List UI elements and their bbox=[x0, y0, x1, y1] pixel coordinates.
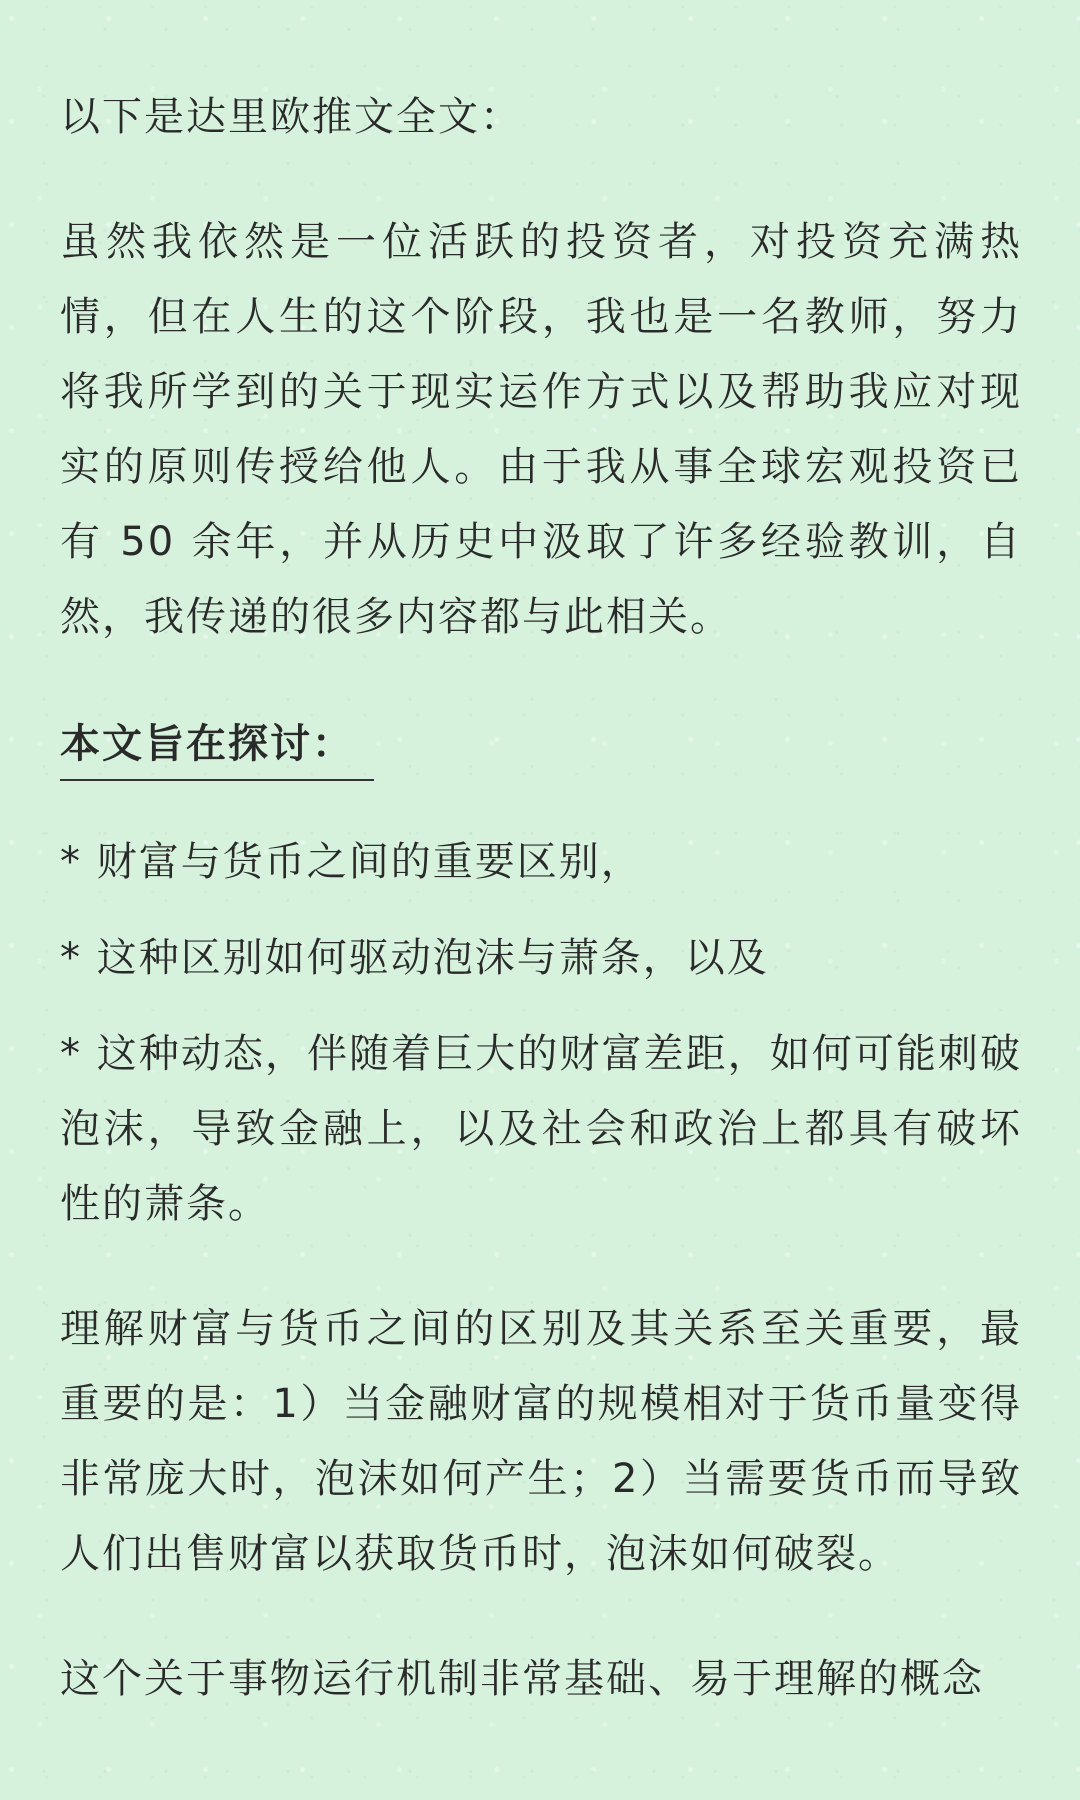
section-heading: 本文旨在探讨： bbox=[60, 709, 374, 781]
topic-list bbox=[60, 825, 1022, 1242]
paragraph-concept: 这个关于事物运行机制非常基础、易于理解的概念 bbox=[60, 1656, 984, 1702]
list-item: * 这种区别如何驱动泡沫与萧条，以及 bbox=[60, 935, 769, 981]
paragraph-intro-teacher: 虽然我依然是一位活跃的投资者，对投资充满热情，但在人生的这个阶段，我也是一名教师，努力将我所学到的关于现实运作方式以及帮助我应对现实的原则传授给他人。由于我从事全球宏观投资已有 50 余年，并从历史中汲取了许多经验教训，自然，我传递的很多内容都与此相关。 bbox=[60, 219, 1022, 640]
list-item: * 财富与货币之间的重要区别， bbox=[60, 839, 643, 885]
list-item: * 这种动态，伴随着巨大的财富差距，如何可能刺破泡沫，导致金融上，以及社会和政治上都具有破坏性的萧条。 bbox=[60, 1031, 1022, 1227]
intro-line: 以下是达里欧推文全文： bbox=[60, 94, 522, 140]
paragraph-wealth-money: 理解财富与货币之间的区别及其关系至关重要，最重要的是：1）当金融财富的规模相对于货币量变得非常庞大时，泡沫如何产生；2）当需要货币而导致人们出售财富以获取货币时，泡沫如何破裂。 bbox=[60, 1306, 1022, 1577]
section-heading-wrapper bbox=[60, 709, 1022, 781]
